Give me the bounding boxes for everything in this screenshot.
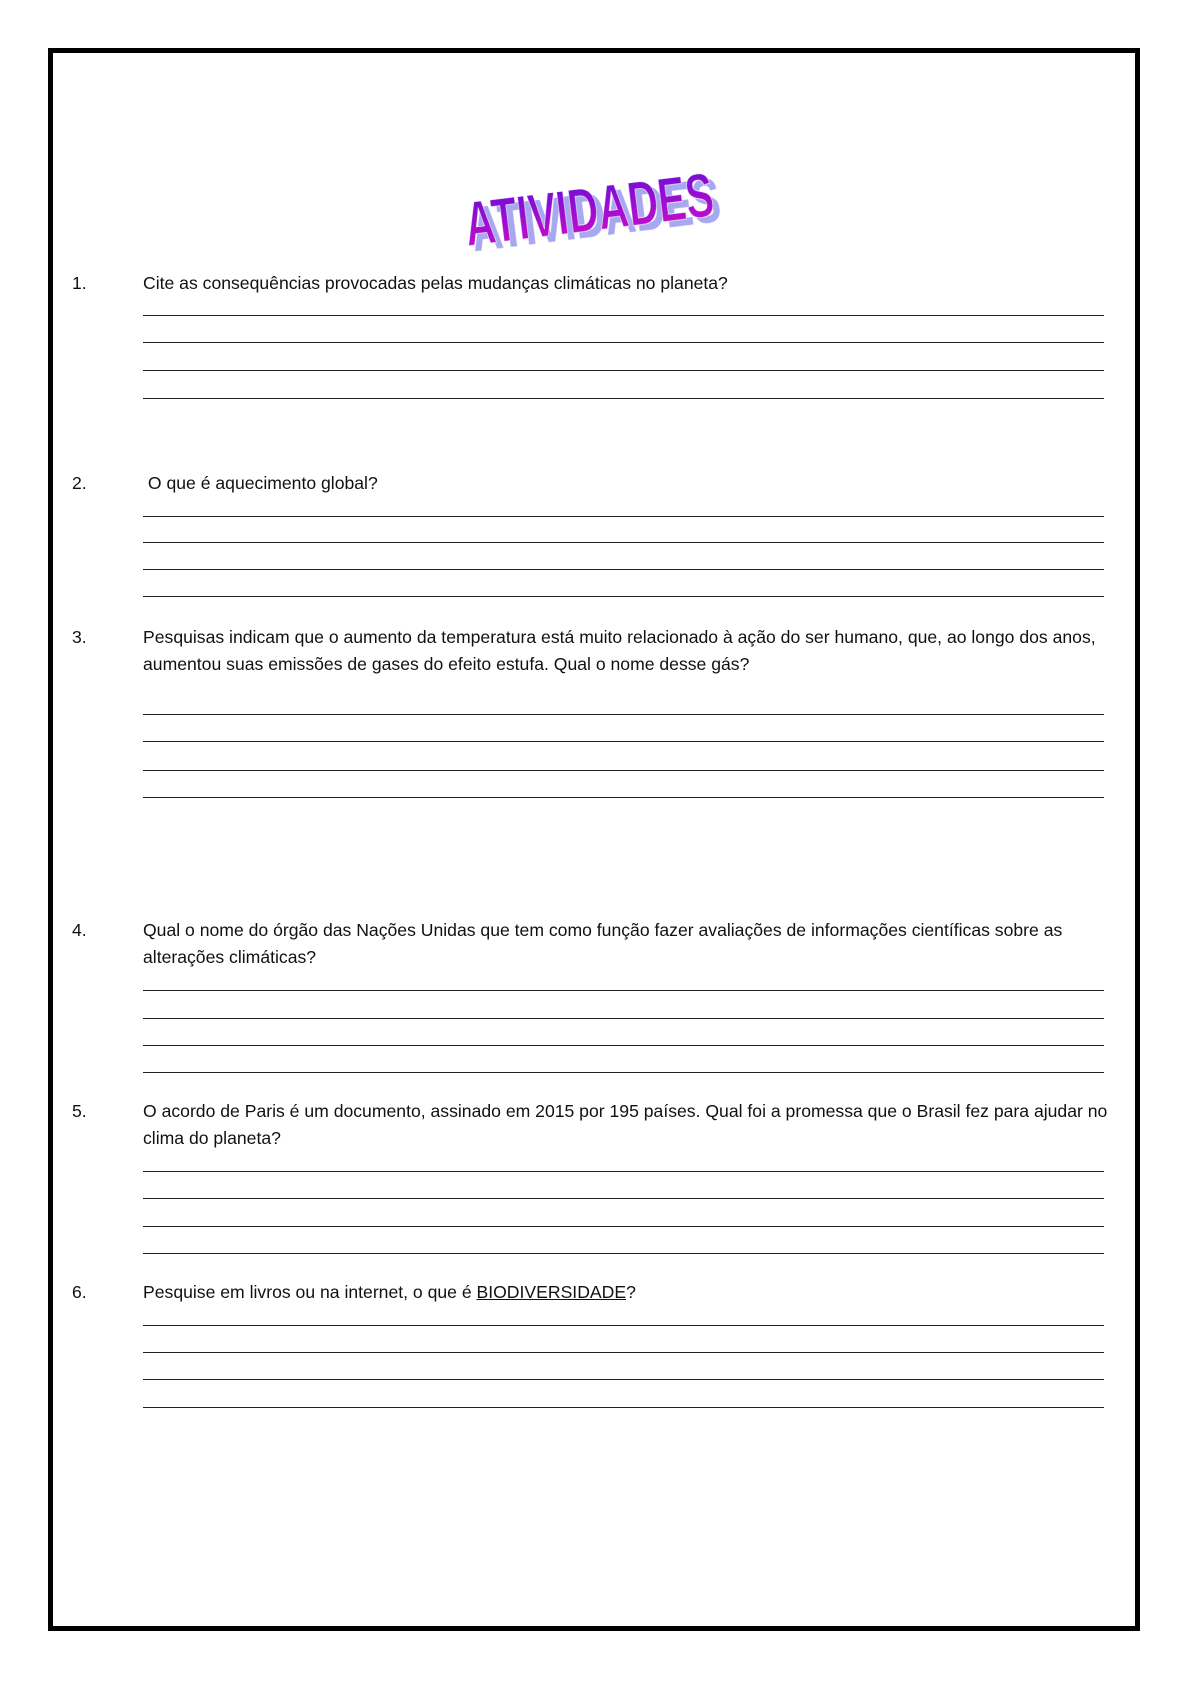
question-text: Cite as consequências provocadas pelas mudanças climáticas no planeta?	[143, 273, 728, 293]
question-text: Pesquisas indicam que o aumento da temperatura está muito relacionado à ação do ser humano, que, ao longo dos anos, aumentou suas emissões de gases do efeito estufa. Qual o nome desse gás?	[143, 627, 1096, 674]
question-text	[143, 1279, 1108, 1306]
page-title: ATIVIDADES	[460, 146, 838, 260]
question-text: Qual o nome do órgão das Nações Unidas que tem como função fazer avaliações de informações científicas sobre as alterações climáticas?	[143, 920, 1063, 967]
answer-line[interactable]	[143, 797, 1104, 798]
answer-line[interactable]	[143, 714, 1104, 715]
answer-line[interactable]	[143, 1198, 1104, 1199]
question-text-part: ?	[626, 1282, 636, 1302]
question-text: O que é aquecimento global?	[143, 473, 378, 493]
answer-line[interactable]	[143, 516, 1104, 517]
answer-line[interactable]	[143, 596, 1104, 597]
answer-line[interactable]	[143, 1226, 1104, 1227]
question-number: 5.	[72, 1101, 87, 1121]
biodiversidade-keyword: BIODIVERSIDADE	[476, 1282, 627, 1302]
answer-line[interactable]	[143, 1072, 1104, 1073]
question-number: 3.	[72, 627, 87, 647]
answer-line[interactable]	[143, 569, 1104, 570]
answer-line[interactable]	[143, 1352, 1104, 1353]
answer-line[interactable]	[143, 542, 1104, 543]
question-text-part: Pesquise em livros ou na internet, o que é	[143, 1282, 477, 1302]
answer-line[interactable]	[143, 1253, 1104, 1254]
answer-line[interactable]	[143, 1379, 1104, 1380]
question-number: 2.	[72, 473, 87, 493]
answer-line[interactable]	[143, 1325, 1104, 1326]
answer-line[interactable]	[143, 990, 1104, 991]
question-number: 6.	[72, 1282, 87, 1302]
answer-line[interactable]	[143, 741, 1104, 742]
answer-line[interactable]	[143, 315, 1104, 316]
answer-line[interactable]	[143, 1407, 1104, 1408]
answer-line[interactable]	[143, 342, 1104, 343]
answer-line[interactable]	[143, 370, 1104, 371]
question-text: O acordo de Paris é um documento, assinado em 2015 por 195 países. Qual foi a promessa que o Brasil fez para ajudar no clima do planeta?	[143, 1101, 1108, 1148]
question-number: 1.	[72, 273, 87, 293]
question-number: 4.	[72, 920, 87, 940]
title-wordart	[455, 140, 838, 260]
answer-line[interactable]	[143, 398, 1104, 399]
answer-line[interactable]	[143, 1171, 1104, 1172]
answer-line[interactable]	[143, 770, 1104, 771]
answer-line[interactable]	[143, 1018, 1104, 1019]
answer-line[interactable]	[143, 1045, 1104, 1046]
